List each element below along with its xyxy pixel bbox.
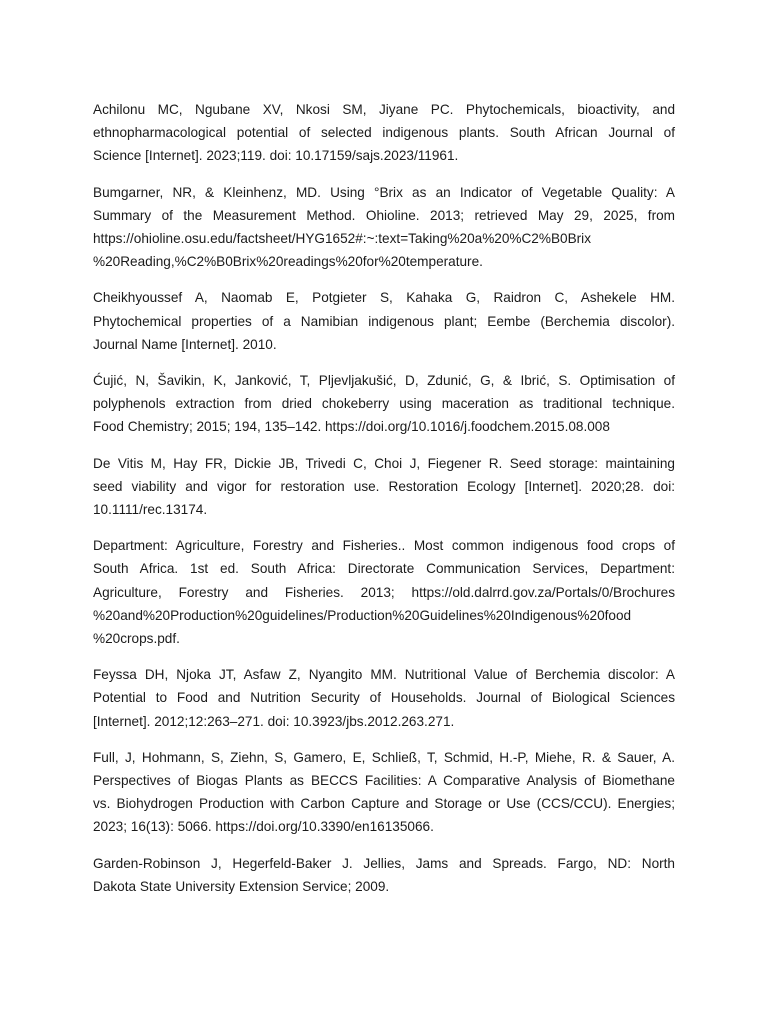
- reference-entry: [93, 534, 675, 650]
- reference-line: Potential to Food and Nutrition Security of Households. Journal of Biological Sciences: [93, 690, 675, 706]
- reference-line: Feyssa DH, Njoka JT, Asfaw Z, Nyangito MM. Nutritional Value of Berchemia discolor: A: [93, 667, 675, 683]
- reference-line: Summary of the Measurement Method. Ohioline. 2013; retrieved May 29, 2025, from: [93, 207, 675, 223]
- reference-line: ethnopharmacological potential of selected indigenous plants. South African Journal of: [93, 125, 675, 141]
- reference-entry: [93, 663, 675, 733]
- reference-list: [93, 98, 675, 911]
- reference-entry: [93, 746, 675, 839]
- reference-line: De Vitis M, Hay FR, Dickie JB, Trivedi C, Choi J, Fiegener R. Seed storage: maintaining: [93, 455, 675, 471]
- reference-line: Full, J, Hohmann, S, Ziehn, S, Gamero, E, Schließ, T, Schmid, H.-P, Miehe, R. & Sauer, A.: [93, 749, 675, 765]
- reference-line: Journal Name [Internet]. 2010.: [93, 336, 277, 352]
- reference-line: Food Chemistry; 2015; 194, 135–142. https://doi.org/10.1016/j.foodchem.2015.08.008: [93, 419, 610, 435]
- reference-line: [Internet]. 2012;12:263–271. doi: 10.3923/jbs.2012.263.271.: [93, 713, 455, 729]
- reference-entry: [93, 452, 675, 522]
- reference-line: South Africa. 1st ed. South Africa: Directorate Communication Services, Department:: [93, 561, 675, 577]
- reference-line: Science [Internet]. 2023;119. doi: 10.17159/sajs.2023/11961.: [93, 148, 459, 164]
- reference-line: Bumgarner, NR, & Kleinhenz, MD. Using °Brix as an Indicator of Vegetable Quality: A: [93, 184, 675, 200]
- reference-line: 10.1111/rec.13174.: [93, 502, 208, 518]
- reference-entry: [93, 98, 675, 168]
- reference-line: polyphenols extraction from dried chokeberry using maceration as traditional technique.: [93, 396, 675, 412]
- reference-line: https://ohioline.osu.edu/factsheet/HYG1652#:~:text=Taking%20a%20%C2%B0Brix: [93, 231, 591, 247]
- reference-line: Ćujić, N, Šavikin, K, Janković, T, Pljevljakušić, D, Zdunić, G, & Ibrić, S. Optimisation of: [93, 373, 675, 389]
- reference-line: Agriculture, Forestry and Fisheries. 2013; https://old.dalrrd.gov.za/Portals/0/Brochures: [93, 584, 675, 600]
- reference-line: %20crops.pdf.: [93, 631, 180, 647]
- reference-line: Cheikhyoussef A, Naomab E, Potgieter S, Kahaka G, Raidron C, Ashekele HM.: [93, 290, 675, 306]
- reference-line: Garden-Robinson J, Hegerfeld-Baker J. Jellies, Jams and Spreads. Fargo, ND: North: [93, 855, 675, 871]
- reference-line: Perspectives of Biogas Plants as BECCS Facilities: A Comparative Analysis of Biomethane: [93, 773, 675, 789]
- reference-line: Phytochemical properties of a Namibian indigenous plant; Eembe (Berchemia discolor).: [93, 313, 675, 329]
- reference-entry: [93, 181, 675, 274]
- reference-entry: [93, 286, 675, 356]
- reference-line: %20and%20Production%20guidelines/Production%20Guidelines%20Indigenous%20food: [93, 607, 632, 623]
- reference-entry: [93, 852, 675, 898]
- reference-line: 2023; 16(13): 5066. https://doi.org/10.3390/en16135066.: [93, 819, 434, 835]
- reference-entry: [93, 369, 675, 439]
- reference-line: Department: Agriculture, Forestry and Fisheries.. Most common indigenous food crops of: [93, 538, 675, 554]
- reference-line: vs. Biohydrogen Production with Carbon Capture and Storage or Use (CCS/CCU). Energies;: [93, 796, 675, 812]
- reference-line: Achilonu MC, Ngubane XV, Nkosi SM, Jiyane PC. Phytochemicals, bioactivity, and: [93, 102, 675, 117]
- reference-line: %20Reading,%C2%B0Brix%20readings%20for%20temperature.: [93, 254, 483, 270]
- reference-line: Dakota State University Extension Service; 2009.: [93, 878, 390, 894]
- reference-line: seed viability and vigor for restoration use. Restoration Ecology [Internet]. 2020;28. doi:: [93, 478, 675, 494]
